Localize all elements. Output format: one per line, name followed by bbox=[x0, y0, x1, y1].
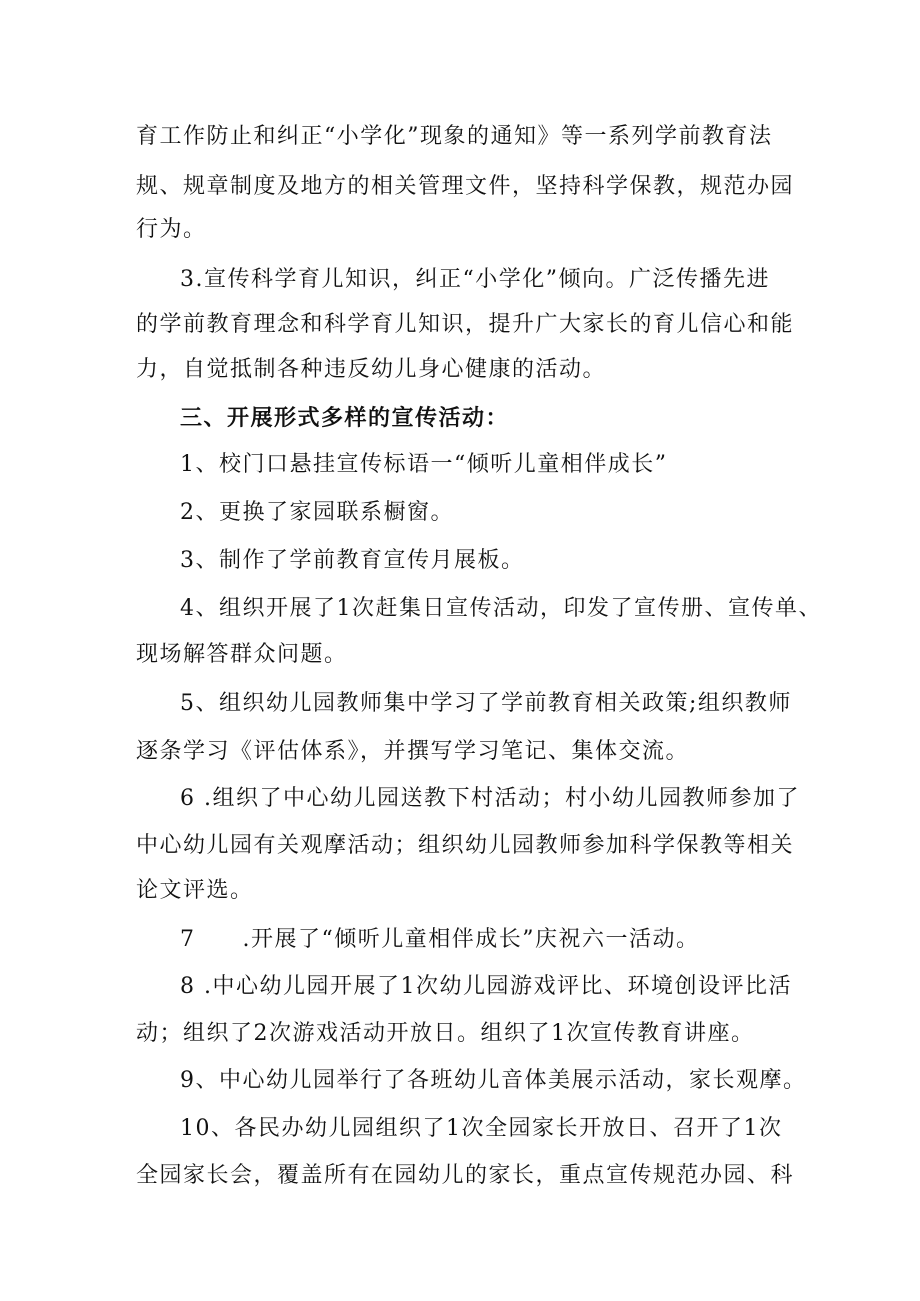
paragraph-line: 的学前教育理念和科学育儿知识，提升广大家长的育儿信心和能 bbox=[136, 312, 795, 337]
paragraph-line: 动；组织了2次游戏活动开放日。组织了1次宣传教育讲座。 bbox=[136, 1021, 755, 1046]
list-item: 8 .中心幼儿园开展了1次幼儿园游戏评比、环境创设评比活 bbox=[180, 974, 792, 999]
list-item: 10、各民办幼儿园组织了1次全园家长开放日、召开了1次 bbox=[180, 1116, 783, 1141]
paragraph-line: 力，自觉抵制各种违反幼儿身心健康的活动。 bbox=[136, 357, 607, 382]
list-item: 1、校门口悬挂宣传标语一“倾听儿童相伴成长” bbox=[180, 452, 668, 477]
list-item: 3、制作了学前教育宣传月展板。 bbox=[180, 548, 525, 573]
list-item: 5、组织幼儿园教师集中学习了学前教育相关政策;组织教师 bbox=[180, 691, 792, 716]
paragraph-line: 规、规章制度及地方的相关管理文件，坚持科学保教，规范办园 bbox=[136, 174, 795, 199]
list-item: 2、更换了家园联系橱窗。 bbox=[180, 500, 454, 525]
paragraph-line: 中心幼儿园有关观摩活动；组织幼儿园教师参加科学保教等相关 bbox=[136, 833, 795, 858]
list-item: 6 .组织了中心幼儿园送教下村活动；村小幼儿园教师参加了 bbox=[180, 786, 800, 811]
paragraph-line: 现场解答群众问题。 bbox=[136, 642, 348, 667]
paragraph-line: 育工作防止和纠正“小学化”现象的通知》等一系列学前教育法 bbox=[136, 124, 773, 149]
section-heading: 三、开展形式多样的宣传活动： bbox=[180, 405, 510, 431]
paragraph-line: 3.宣传科学育儿知识，纠正“小学化”倾向。广泛传播先进 bbox=[180, 267, 770, 292]
list-item: 9、中心幼儿园举行了各班幼儿音体美展示活动，家长观摩。 bbox=[180, 1068, 807, 1093]
list-item: 7 .开展了“倾听儿童相伴成长”庆祝六一活动。 bbox=[180, 927, 700, 952]
paragraph-line: 行为。 bbox=[136, 217, 207, 242]
list-item: 4、组织开展了1次赶集日宣传活动，印发了宣传册、宣传单、 bbox=[180, 596, 822, 621]
paragraph-line: 逐条学习《评估体系》，并撰写学习笔记、集体交流。 bbox=[136, 739, 690, 764]
paragraph-line: 全园家长会，覆盖所有在园幼儿的家长，重点宣传规范办园、科 bbox=[136, 1163, 795, 1188]
paragraph-line: 论文评选。 bbox=[136, 878, 254, 903]
